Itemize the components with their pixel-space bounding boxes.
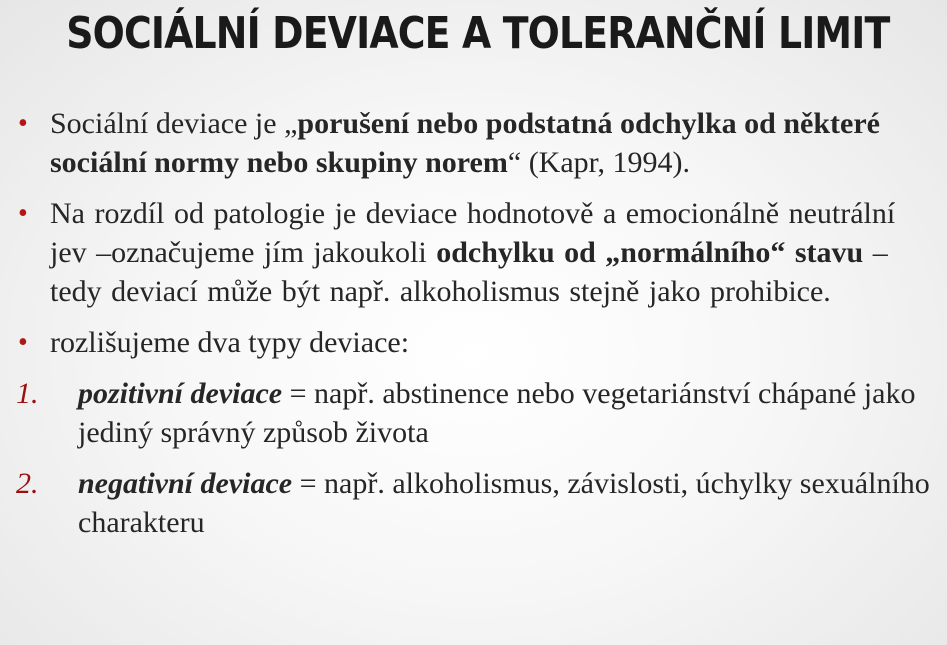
text-pre: Na rozdíl od patologie je deviace hodnotově a emocionálně neutrální jev –označujeme jím jakoukoli	[50, 197, 896, 269]
text-bold: porušení nebo podstatná odchylka od některé sociální normy nebo skupiny norem	[50, 107, 880, 179]
numbered-item-negative	[16, 464, 941, 542]
bullet-text	[50, 194, 941, 311]
number-marker: 2.	[16, 467, 39, 500]
slide-content	[16, 104, 941, 554]
numbered-text	[78, 374, 941, 452]
numbered-text	[78, 464, 941, 542]
term-negative: negativní deviace	[78, 467, 293, 500]
bullet-text	[50, 104, 941, 182]
numbered-item-positive	[16, 374, 941, 452]
bullet-marker: •	[18, 108, 28, 139]
bullet-text: rozlišujeme dva typy deviace:	[50, 326, 410, 359]
bullet-marker: •	[18, 327, 28, 358]
text-bold: odchylku od „normálního“ stavu	[436, 236, 864, 269]
bullet-item-pathology	[16, 194, 941, 311]
text-pre: Sociální deviace je „	[50, 107, 298, 140]
slide-title: SOCIÁLNÍ DEVIACE A TOLERANČNÍ LIMIT	[66, 8, 890, 59]
term-description: = např. alkoholismus, závislosti, úchylky sexuálního charakteru	[78, 467, 930, 539]
term-positive: pozitivní deviace	[78, 377, 283, 410]
bullet-marker: •	[18, 198, 28, 229]
number-marker: 1.	[16, 377, 39, 410]
text-post: “ (Kapr, 1994).	[507, 146, 690, 179]
text-post: – tedy deviací může být např. alkoholismus stejně jako prohibice.	[50, 236, 888, 308]
bullet-item-types	[16, 323, 941, 362]
bullet-item-definition	[16, 104, 941, 182]
term-description: = např. abstinence nebo vegetariánství chápané jako jediný správný způsob života	[78, 377, 916, 449]
